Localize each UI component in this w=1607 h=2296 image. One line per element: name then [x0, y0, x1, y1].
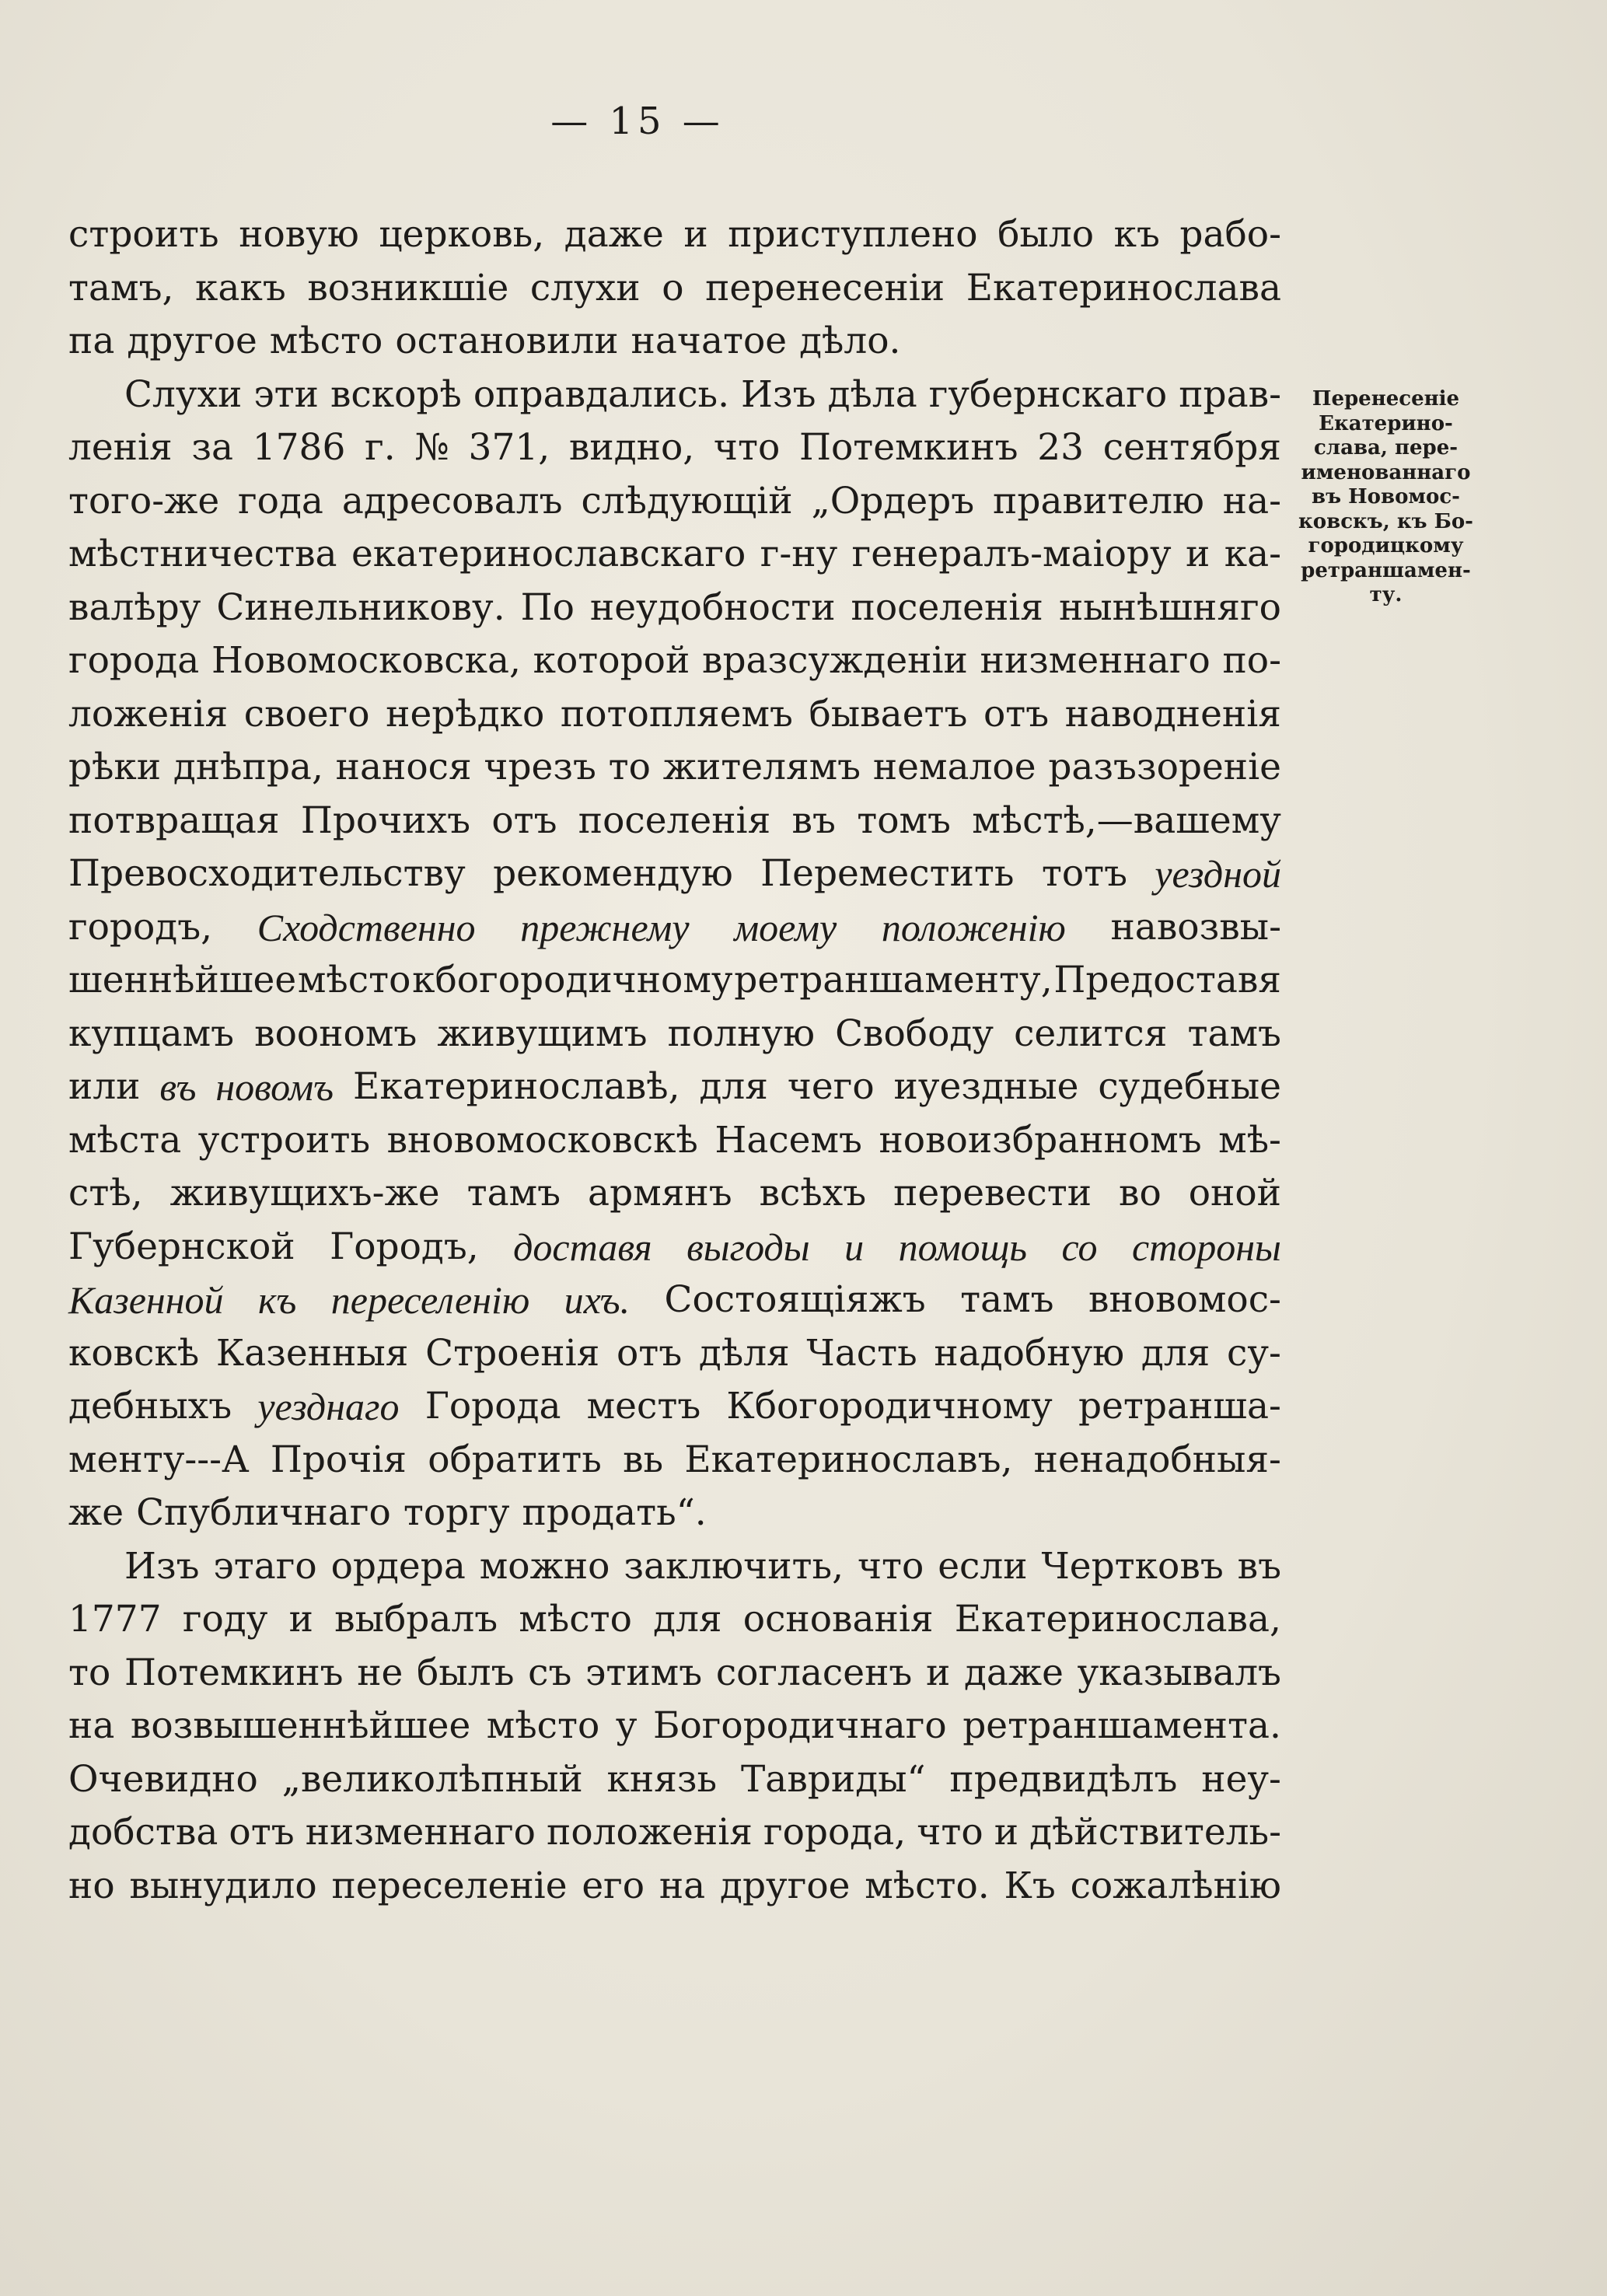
text-line — [68, 954, 1281, 1008]
text-line — [68, 208, 1281, 262]
word: возникшіе — [307, 266, 509, 309]
word: па — [68, 320, 115, 362]
margin-note-line: городицкому — [1308, 534, 1464, 557]
text-line — [68, 741, 1281, 795]
word: во — [1119, 1172, 1162, 1214]
word: эти — [253, 372, 319, 416]
text-line — [68, 1061, 1281, 1114]
word: предвидѣлъ — [949, 1757, 1178, 1801]
text-line — [68, 1540, 1281, 1594]
word: этаго — [213, 1544, 317, 1588]
word: „великолѣпный — [281, 1757, 583, 1801]
word: у — [615, 1704, 638, 1747]
word: мѣсто. — [865, 1864, 990, 1907]
word: мѣсто — [269, 320, 383, 362]
word: Свободу — [835, 1012, 994, 1055]
word: кбогородичному — [412, 959, 733, 1001]
text-line — [68, 1487, 1281, 1540]
word: добства — [68, 1811, 218, 1854]
margin-note-line: именованнаго — [1301, 460, 1471, 484]
word: генералъ-маіору — [851, 533, 1172, 575]
word: потвращая — [68, 799, 280, 842]
word: остановили — [395, 320, 619, 362]
word: сожалѣнію — [1070, 1864, 1281, 1907]
word: оной — [1188, 1172, 1281, 1214]
word: ретранша- — [1078, 1385, 1281, 1428]
margin-note-line: въ Новомос- — [1312, 485, 1460, 508]
word: тамъ — [466, 1172, 561, 1214]
word: для — [1141, 1331, 1210, 1375]
word: на — [659, 1864, 706, 1907]
word: ка- — [1224, 533, 1281, 575]
word: Синельникову. — [216, 585, 505, 629]
text-line — [68, 262, 1281, 316]
word: вь — [623, 1438, 664, 1481]
word: 1777 — [68, 1598, 162, 1641]
text-line — [68, 369, 1281, 422]
word: дебныхъ — [68, 1385, 232, 1428]
word: Тавриды“ — [740, 1757, 926, 1801]
word: дѣло. — [799, 320, 901, 362]
text-line — [68, 1753, 1281, 1807]
word: Превосходительству — [68, 852, 466, 895]
word: Екатеринослава — [966, 266, 1281, 309]
word: что — [917, 1811, 983, 1854]
word: но — [68, 1864, 115, 1907]
word: Кбогородичному — [726, 1385, 1053, 1428]
word: торгу — [403, 1491, 510, 1534]
word: Города — [424, 1385, 561, 1428]
margin-note-line: слава, пере- — [1313, 436, 1459, 460]
text-line — [68, 1593, 1281, 1647]
word: неу- — [1201, 1757, 1281, 1801]
word: слухи — [529, 266, 641, 309]
text-line — [68, 1380, 1281, 1434]
word: же — [68, 1491, 124, 1534]
body-text — [68, 208, 1281, 1913]
word: для — [699, 1065, 768, 1108]
text-line — [68, 1700, 1281, 1753]
italic-word: со — [1061, 1225, 1098, 1269]
word: году — [182, 1598, 268, 1641]
word: прав- — [1179, 372, 1281, 416]
word: чрезъ — [484, 746, 596, 788]
word: возвышеннѣйшее — [130, 1704, 471, 1747]
word: мѣсто — [519, 1598, 632, 1641]
text-line — [68, 847, 1281, 901]
margin-note — [1291, 387, 1481, 608]
word: адресовалъ — [341, 479, 563, 522]
word: города, — [763, 1811, 907, 1854]
word: Насемъ — [714, 1118, 862, 1162]
word: городъ, — [68, 905, 213, 949]
word: вскорѣ — [330, 372, 462, 416]
word: Слухи — [124, 372, 243, 416]
word: видно, — [568, 426, 695, 469]
word: и — [925, 1651, 951, 1694]
word: и — [683, 213, 708, 256]
word: переселеніе — [331, 1864, 568, 1907]
text-line — [68, 1008, 1281, 1061]
word: неудобности — [589, 585, 836, 629]
word: нанося — [335, 746, 472, 788]
word: рекомендую — [493, 852, 733, 895]
word: 1786 — [252, 426, 346, 469]
word: другое — [720, 1864, 851, 1907]
word: местъ — [586, 1385, 701, 1428]
word: Предоставя — [1053, 959, 1281, 1001]
word: бываетъ — [809, 692, 968, 736]
word: 23 — [1037, 426, 1085, 469]
text-line — [68, 421, 1281, 475]
word: полную — [667, 1012, 815, 1055]
word: мѣстѣ,—вашему — [972, 799, 1281, 842]
word: то — [608, 746, 651, 788]
word: начатое — [631, 320, 788, 362]
text-line — [68, 901, 1281, 955]
word: согласенъ — [715, 1651, 913, 1694]
word: строить — [68, 213, 219, 256]
word: можно — [479, 1544, 610, 1588]
word: Екатеринославѣ, — [353, 1065, 680, 1108]
word: судебные — [1098, 1065, 1281, 1108]
word: купцамъ — [68, 1012, 235, 1055]
word: о — [662, 266, 684, 309]
word: съ — [528, 1651, 572, 1694]
word: вновомосковскѣ — [386, 1118, 698, 1162]
text-line — [68, 1434, 1281, 1487]
word: воономъ — [254, 1012, 417, 1055]
word: приступлено — [728, 213, 978, 256]
word: потопляемъ — [560, 692, 793, 736]
word: дѣля — [698, 1331, 790, 1375]
word: Екатеринославъ, — [684, 1438, 1013, 1481]
italic-word: моему — [734, 905, 837, 949]
word: навозвы- — [1110, 905, 1281, 949]
word: своего — [243, 692, 370, 736]
italic-word: въ — [159, 1065, 197, 1109]
word: даже — [963, 1651, 1064, 1694]
word: наводненія — [1064, 692, 1281, 736]
word: 371, — [468, 426, 550, 469]
word: Богородичнаго — [652, 1704, 947, 1747]
word: города — [68, 639, 200, 682]
word: нерѣдко — [386, 692, 545, 736]
word: шеннѣйшее — [68, 959, 297, 1001]
word: князь — [606, 1757, 718, 1801]
word: надобную — [934, 1331, 1125, 1375]
word: заключить, — [624, 1544, 844, 1588]
word: въ — [1237, 1544, 1281, 1588]
word: ненадобныя- — [1033, 1438, 1281, 1481]
word: Изъ — [124, 1544, 200, 1588]
word: иуездные — [893, 1065, 1079, 1108]
italic-word: уездной — [1155, 852, 1281, 896]
word: отъ — [229, 1811, 295, 1854]
word: Потемкинъ — [798, 426, 1018, 469]
word: Состоящіяжъ — [664, 1278, 926, 1321]
text-line — [68, 1114, 1281, 1168]
word: было — [997, 213, 1094, 256]
text-line — [68, 582, 1281, 635]
word: въ — [791, 799, 836, 842]
text-line — [68, 634, 1281, 688]
word: и — [994, 1811, 1019, 1854]
word: Къ — [1004, 1864, 1056, 1907]
word: слѣдующій — [581, 479, 793, 522]
word: Переместить — [760, 852, 1015, 895]
word: селится — [1014, 1012, 1168, 1055]
italic-word: Казенной — [68, 1278, 224, 1322]
word: Казенныя — [215, 1331, 409, 1375]
italic-word: стороны — [1131, 1225, 1281, 1269]
word: вразсужденіи — [701, 639, 968, 682]
page-number: — 15 — — [550, 100, 725, 143]
word: всѣхъ — [759, 1172, 867, 1214]
text-line — [68, 1327, 1281, 1381]
word: перевести — [893, 1172, 1092, 1214]
word: выбралъ — [334, 1598, 498, 1641]
word: Чертковъ — [1041, 1544, 1224, 1588]
word: По — [520, 585, 575, 629]
word: церковь, — [379, 213, 545, 256]
text-line — [68, 528, 1281, 582]
text-line — [68, 1221, 1281, 1274]
word: Екатеринослава, — [954, 1598, 1281, 1641]
word: ретраншаменту, — [734, 959, 1053, 1001]
word: указывалъ — [1077, 1651, 1281, 1694]
word: Очевидно — [68, 1757, 258, 1801]
word: былъ — [417, 1651, 515, 1694]
word: новую — [239, 213, 359, 256]
word: положенія — [547, 1811, 753, 1854]
text-line — [68, 795, 1281, 848]
word: для — [653, 1598, 722, 1641]
word: Прочія — [270, 1438, 407, 1481]
word: су- — [1227, 1331, 1281, 1375]
word: что — [713, 426, 781, 469]
word: отъ — [983, 692, 1050, 736]
word: на — [68, 1704, 115, 1747]
word: мѣсто — [297, 959, 411, 1001]
word: что — [857, 1544, 924, 1588]
italic-word: ихъ. — [564, 1278, 631, 1322]
word: обратить — [428, 1438, 602, 1481]
word: Потемкинъ — [124, 1651, 344, 1694]
italic-word: прежнему — [520, 905, 690, 949]
word: продать“. — [522, 1491, 707, 1534]
word: этимъ — [585, 1651, 703, 1694]
margin-note-line: ту. — [1369, 583, 1403, 606]
text-line — [68, 475, 1281, 529]
word: тамъ — [960, 1278, 1054, 1321]
word: или — [68, 1065, 141, 1108]
word: губернскаго — [928, 372, 1168, 416]
italic-word: доставя — [513, 1225, 652, 1269]
word: сентября — [1102, 426, 1281, 469]
text-line — [68, 1860, 1281, 1913]
word: ленія — [68, 426, 173, 469]
word: мѣстничества — [68, 533, 337, 575]
word: ретраншамента. — [962, 1704, 1281, 1747]
word: вынудило — [129, 1864, 317, 1907]
word: тамъ, — [68, 266, 174, 309]
word: устроить — [197, 1118, 371, 1162]
italic-word: и — [844, 1225, 865, 1269]
word: къ — [1113, 213, 1160, 256]
word: отъ — [617, 1331, 683, 1375]
word: Строенія — [425, 1331, 600, 1375]
italic-word: къ — [257, 1278, 297, 1322]
word: не — [357, 1651, 403, 1694]
word: ложенія — [68, 692, 229, 736]
word: разъзореніе — [1048, 746, 1281, 788]
word: мѣсто — [486, 1704, 600, 1747]
text-line — [68, 315, 1281, 369]
word: поселенія — [851, 585, 1043, 629]
word: низменнаго — [980, 639, 1210, 682]
italic-word: положенію — [881, 905, 1066, 949]
italic-word: помощь — [898, 1225, 1028, 1269]
word: другое — [127, 320, 257, 362]
text-line — [68, 1274, 1281, 1327]
word: „Ордеръ — [811, 479, 975, 522]
word: Прочихъ — [300, 799, 471, 842]
word: Изъ — [741, 372, 816, 416]
word: по- — [1222, 639, 1281, 682]
italic-word: выгоды — [686, 1225, 810, 1269]
margin-note-line: ретраншамен- — [1301, 558, 1471, 582]
word: низменнаго — [305, 1811, 536, 1854]
word: которой — [533, 639, 690, 682]
word: Часть — [806, 1331, 917, 1375]
margin-note-line: Перенесеніе — [1312, 387, 1460, 411]
word: валѣру — [68, 585, 201, 629]
word: и — [1186, 533, 1210, 575]
word: перенесеніи — [705, 266, 945, 309]
word: какъ — [195, 266, 286, 309]
word: отъ — [491, 799, 557, 842]
word: тотъ — [1041, 852, 1128, 895]
word: даже — [564, 213, 664, 256]
word: оправдались. — [473, 372, 730, 416]
word: г-ну — [760, 533, 838, 575]
margin-note-line: ковскъ, къ Бо- — [1298, 509, 1473, 533]
italic-word: Сходственно — [257, 905, 476, 949]
word: его — [582, 1864, 645, 1907]
word: правителю — [993, 479, 1204, 522]
word: армянъ — [588, 1172, 732, 1214]
word: нынѣшняго — [1058, 585, 1281, 629]
text-line — [68, 1647, 1281, 1700]
word: то — [68, 1651, 111, 1694]
word: живущихъ-же — [169, 1172, 440, 1214]
word: мѣста — [68, 1118, 182, 1162]
word: чего — [787, 1065, 875, 1108]
word: Губернской — [68, 1225, 295, 1268]
word: за — [191, 426, 234, 469]
word: рабо- — [1179, 213, 1281, 256]
word: тамъ — [1187, 1012, 1281, 1055]
word: живущимъ — [437, 1012, 648, 1055]
word: если — [938, 1544, 1028, 1588]
italic-word: переселенію — [330, 1278, 530, 1322]
italic-word: новомъ — [215, 1065, 334, 1109]
word: основанія — [742, 1598, 934, 1641]
word: поселенія — [578, 799, 771, 842]
word: и — [288, 1598, 313, 1641]
word: дѣйствитель- — [1029, 1811, 1281, 1854]
word: жителямъ — [662, 746, 861, 788]
word: № — [414, 426, 449, 469]
word: мѣ- — [1218, 1118, 1281, 1162]
word: Спубличнаго — [136, 1491, 391, 1534]
word: года — [238, 479, 323, 522]
word: днѣпра, — [173, 746, 323, 788]
word: того-же — [68, 479, 220, 522]
text-line — [68, 1167, 1281, 1221]
word: Новомосковска, — [211, 639, 521, 682]
word: на- — [1222, 479, 1281, 522]
word: Городъ, — [330, 1225, 479, 1268]
word: рѣки — [68, 746, 162, 788]
word: менту---А — [68, 1438, 250, 1481]
word: томъ — [857, 799, 951, 842]
word: дѣла — [827, 372, 917, 416]
word: стѣ, — [68, 1172, 143, 1214]
word: немалое — [872, 746, 1036, 788]
word: ордера — [330, 1544, 466, 1588]
word: вновомос- — [1088, 1278, 1281, 1321]
text-line — [68, 1806, 1281, 1860]
margin-note-line: Екатерино- — [1319, 411, 1453, 435]
word: екатеринославскаго — [351, 533, 746, 575]
word: новоизбранномъ — [879, 1118, 1202, 1162]
word: г. — [365, 426, 396, 469]
text-line — [68, 688, 1281, 742]
italic-word: уезднаго — [257, 1385, 400, 1428]
word: ковскѣ — [68, 1331, 200, 1375]
